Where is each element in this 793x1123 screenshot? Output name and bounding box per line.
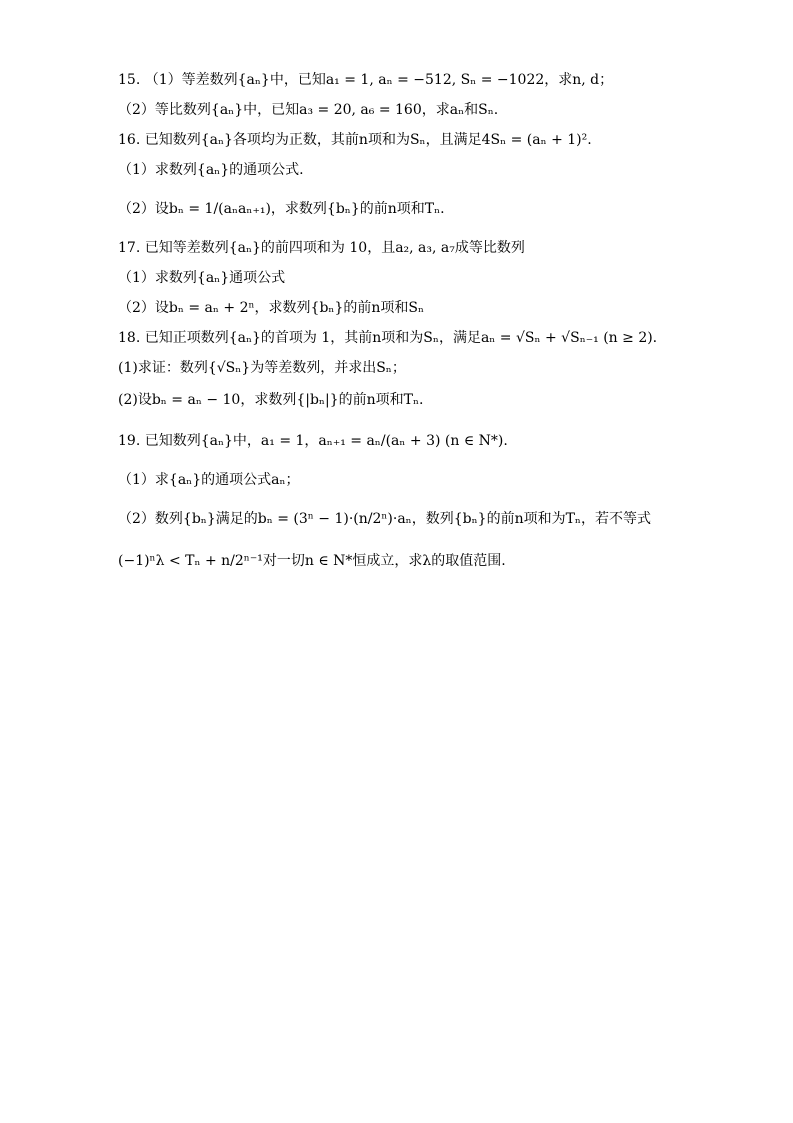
problem-16-line-2: （1）求数列{aₙ}的通项公式. bbox=[118, 162, 304, 178]
problem-17-line-3: （2）设bₙ = aₙ + 2ⁿ，求数列{bₙ}的前n项和Sₙ bbox=[118, 300, 425, 316]
problem-19-line-2: （1）求{aₙ}的通项公式aₙ； bbox=[118, 472, 300, 488]
problem-18-line-3: (2)设bₙ = aₙ − 10，求数列{|bₙ|}的前n项和Tₙ. bbox=[118, 392, 424, 408]
problem-16-line-1: 16. 已知数列{aₙ}各项均为正数，其前n项和为Sₙ，且满足4Sₙ = (aₙ + 1)². bbox=[118, 132, 592, 148]
problem-17-line-2: （1）求数列{aₙ}通项公式 bbox=[118, 270, 286, 286]
problem-19-line-1: 19. 已知数列{aₙ}中，a₁ = 1，aₙ₊₁ = aₙ/(aₙ + 3) (n ∈ N*). bbox=[118, 433, 508, 449]
problem-18-line-2: (1)求证：数列{√Sₙ}为等差数列，并求出Sₙ； bbox=[118, 360, 406, 376]
problem-15-line-2: （2）等比数列{aₙ}中，已知a₃ = 20, a₆ = 160，求aₙ和Sₙ. bbox=[118, 102, 499, 118]
problem-17-line-1: 17. 已知等差数列{aₙ}的前四项和为 10，且a₂, a₃, a₇成等比数列 bbox=[118, 240, 525, 256]
problem-15-line-1: 15. （1）等差数列{aₙ}中，已知a₁ = 1, aₙ = −512, Sₙ = −1022，求n, d； bbox=[118, 72, 614, 88]
problem-19-line-4: (−1)ⁿλ < Tₙ + n/2ⁿ⁻¹对一切n ∈ N*恒成立，求λ的取值范围. bbox=[118, 553, 506, 569]
problem-16-line-3: （2）设bₙ = 1/(aₙaₙ₊₁)，求数列{bₙ}的前n项和Tₙ. bbox=[118, 201, 445, 217]
problem-18-line-1: 18. 已知正项数列{aₙ}的首项为 1，其前n项和为Sₙ，满足aₙ = √Sₙ + √Sₙ₋₁ (n ≥ 2). bbox=[118, 330, 658, 346]
problem-19-line-3: （2）数列{bₙ}满足的bₙ = (3ⁿ − 1)·(n/2ⁿ)·aₙ，数列{bₙ}的前n项和为Tₙ，若不等式 bbox=[118, 511, 651, 527]
